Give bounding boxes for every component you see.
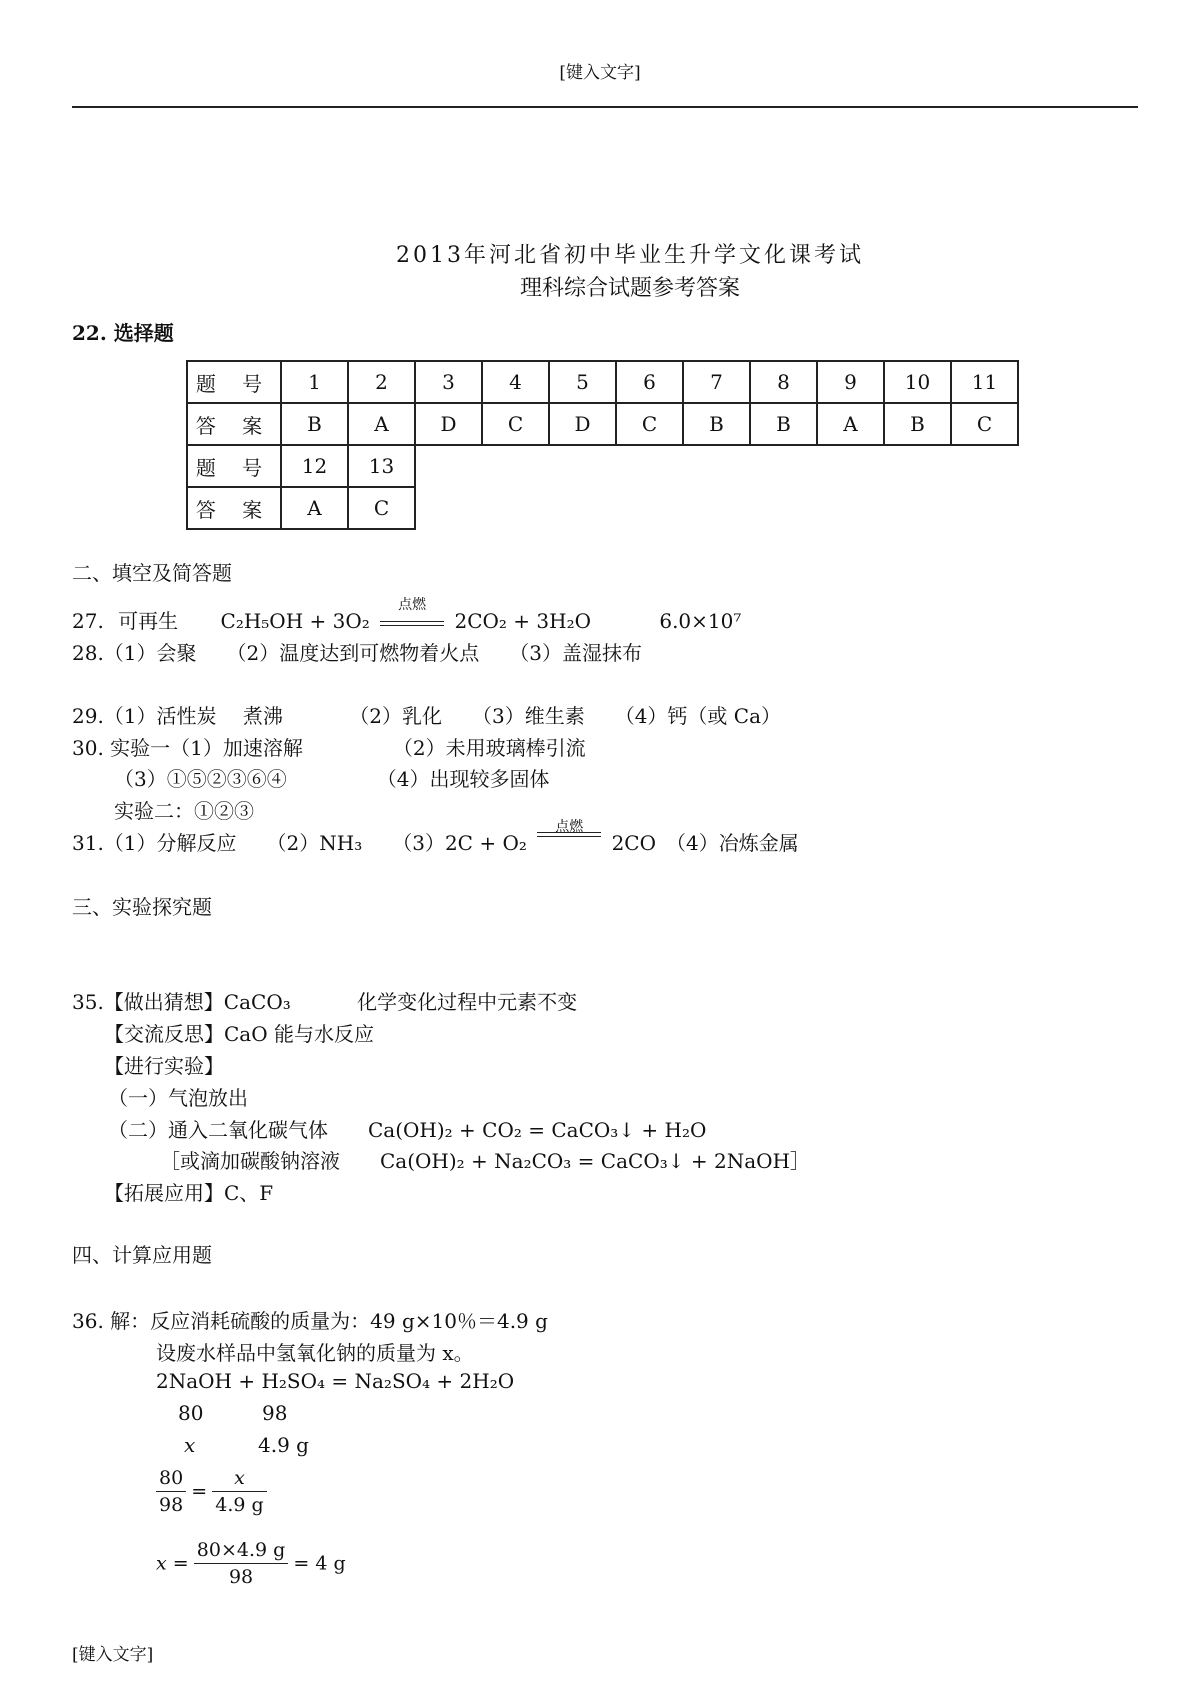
equals-line-top [537,832,601,833]
question-number: 12 [281,445,348,487]
page-header: [键入文字] [559,63,641,83]
question-number: 10 [884,361,951,403]
q35-line-3: 【进行实验】 [104,1054,224,1078]
fraction-x-4.9g [212,1465,266,1518]
equals-sign: = [191,1480,208,1503]
reaction-condition: 点燃 [555,818,584,835]
table-row [187,361,1018,403]
q31-part-1: 31.（1）分解反应 （2）NH₃ （3）2C + O₂ [72,831,527,855]
fraction-numerator: 80 [156,1465,186,1492]
answer-cell: B [281,403,348,445]
fraction-numerator: 80×4.9 g [194,1537,289,1564]
table-row [187,487,1018,529]
q36-proportion [156,1465,267,1518]
fraction-80-98 [156,1465,186,1518]
section-3-heading: 三、实验探究题 [72,895,212,919]
answer-cell: C [348,487,415,529]
table-row [187,445,1018,487]
equals-line-top [380,621,444,622]
variable-x: x [184,1433,196,1457]
fraction-denominator: 98 [228,1566,254,1588]
q31-line [72,818,799,856]
answer-cell: B [884,403,951,445]
q35-line-6: ［或滴加碳酸钠溶液 Ca(OH)₂ + Na₂CO₃ = CaCO₃↓ + 2NaOH］ [160,1149,810,1173]
question-number: 3 [415,361,482,403]
q35-line-1: 35.【做出猜想】CaCO₃ 化学变化过程中元素不变 [72,990,578,1014]
table-empty-space [415,487,1018,529]
answer-cell: C [951,403,1018,445]
section-4-heading: 四、计算应用题 [72,1243,212,1267]
q36-line-2: 设废水样品中氢氧化钠的质量为 x。 [156,1341,474,1365]
table-row [187,403,1018,445]
q36-unknown-x [184,1433,195,1457]
q36-mass-h2so4: 4.9 g [258,1433,309,1457]
reaction-condition: 点燃 [398,596,427,613]
answer-cell: A [817,403,884,445]
q30-line-3: 实验二：①②③ [114,799,254,823]
answer-cell: D [549,403,616,445]
question-number: 2 [348,361,415,403]
reaction-condition-arrow [380,596,444,632]
q36-molar-mass-naoh: 80 [178,1401,204,1425]
q35-line-7: 【拓展应用】C、F [104,1181,274,1205]
answer-cell: D [415,403,482,445]
fraction-numerator [212,1465,266,1492]
result-rhs: = 4 g [293,1552,346,1575]
q27-answer-1: 可再生 [118,609,179,633]
q29-line: 29.（1）活性炭 煮沸 （2）乳化 （3）维生素 （4）钙（或 Ca） [72,704,782,728]
q31-part-2: 2CO （4）冶炼金属 [611,831,799,855]
fraction-denominator: 4.9 g [215,1494,264,1516]
row-label: 答 案 [187,403,281,445]
question-number: 13 [348,445,415,487]
page-footer: [键入文字] [72,1645,154,1665]
q35-line-2: 【交流反思】CaO 能与水反应 [104,1022,374,1046]
row-label: 答 案 [187,487,281,529]
question-number: 4 [482,361,549,403]
answer-table [186,360,1019,530]
answer-cell: A [348,403,415,445]
answer-cell: A [281,487,348,529]
answer-cell: B [750,403,817,445]
q28-line: 28.（1）会聚 （2）温度达到可燃物着火点 （3）盖湿抹布 [72,641,642,665]
q27-equation-left: C₂H₅OH + 3O₂ [220,609,370,633]
variable-x: x [234,1467,245,1489]
question-number: 9 [817,361,884,403]
section-2-heading: 二、填空及简答题 [72,561,232,585]
answer-cell: B [683,403,750,445]
answer-cell: C [616,403,683,445]
question-number: 7 [683,361,750,403]
row-label: 题 号 [187,361,281,403]
document-subtitle: 理科综合试题参考答案 [519,276,740,301]
answer-cell: C [482,403,549,445]
q27-line [72,596,742,634]
question-number: 5 [549,361,616,403]
q36-line-1: 36. 解：反应消耗硫酸的质量为：49 g×10％＝4.9 g [72,1309,548,1333]
question-number: 6 [616,361,683,403]
fraction-denominator: 98 [159,1494,184,1516]
question-number: 1 [281,361,348,403]
question-number: 11 [951,361,1018,403]
q36-equation: 2NaOH + H₂SO₄ = Na₂SO₄ + 2H₂O [156,1369,515,1393]
document-title: 2013年河北省初中毕业生升学文化课考试 [396,243,864,268]
equals-line-bottom [537,836,601,837]
q36-result [156,1537,346,1590]
q27-answer-3: 6.0×10⁷ [659,609,742,633]
question-number: 8 [750,361,817,403]
section-22-heading: 22. 选择题 [72,321,174,345]
q30-line-2: （3）①⑤②③⑥④ （4）出现较多固体 [114,767,550,791]
reaction-condition-arrow [537,818,601,854]
q27-equation-right: 2CO₂ + 3H₂O [454,609,591,633]
result-lhs: x = [156,1552,189,1575]
q27-number: 27. [72,609,104,633]
equals-line-bottom [380,625,444,626]
fraction-result [194,1537,289,1590]
header-rule [72,106,1138,108]
q35-line-5: （二）通入二氧化碳气体 Ca(OH)₂ + CO₂ = CaCO₃↓ + H₂O [108,1118,707,1142]
q36-molar-mass-h2so4: 98 [262,1401,288,1425]
table-empty-space [415,445,1018,487]
q30-line-1: 30. 实验一（1）加速溶解 （2）未用玻璃棒引流 [72,736,586,760]
q35-line-4: （一）气泡放出 [108,1086,248,1110]
row-label: 题 号 [187,445,281,487]
